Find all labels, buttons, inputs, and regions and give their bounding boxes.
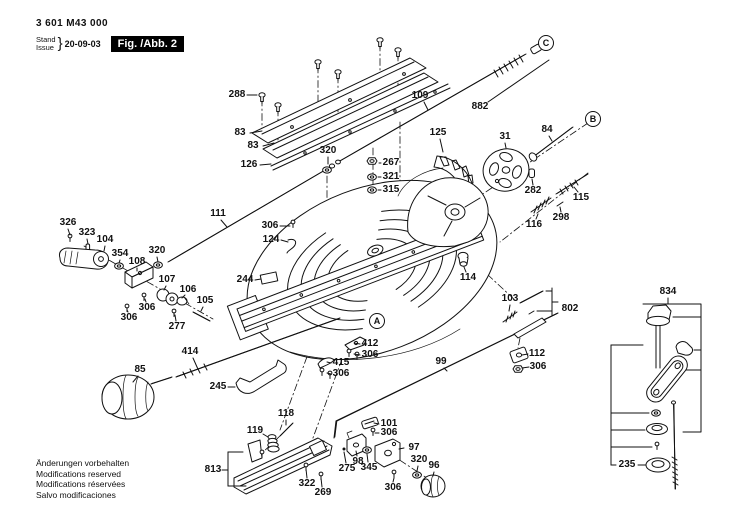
bracket-97 — [375, 439, 400, 467]
part-label-101: 101 — [380, 418, 398, 429]
nut-stack — [367, 158, 377, 193]
part-label-105: 105 — [196, 295, 214, 306]
part-label-125: 125 — [429, 127, 447, 138]
part-label-415: 415 — [332, 357, 350, 368]
part-label-97: 97 — [408, 442, 420, 453]
part-label-315: 315 — [382, 184, 400, 195]
stand-issue-label: Stand Issue — [36, 34, 56, 52]
part-label-115: 115 — [572, 192, 590, 203]
part-label-98: 98 — [352, 456, 364, 467]
part-label-83: 83 — [247, 140, 259, 151]
part-label-813: 813 — [204, 464, 222, 475]
issue-date: 20-09-03 — [64, 38, 101, 49]
part-label-288: 288 — [228, 89, 246, 100]
part-label-245: 245 — [209, 381, 227, 392]
part-label-306: 306 — [380, 427, 398, 438]
part-label-834: 834 — [659, 286, 677, 297]
part-label-320: 320 — [319, 145, 337, 156]
part-label-99: 99 — [435, 356, 447, 367]
part-label-306: 306 — [138, 302, 156, 313]
left-adjust-group — [59, 234, 210, 321]
part-label-306: 306 — [529, 361, 547, 372]
part-label-269: 269 — [314, 487, 332, 498]
notice-en: Modifications reserved — [36, 468, 122, 479]
part-label-306: 306 — [384, 482, 402, 493]
view-marker-A: A — [369, 313, 385, 329]
part-label-126: 126 — [240, 159, 258, 170]
part-label-85: 85 — [134, 364, 146, 375]
view-marker-B: B — [585, 111, 601, 127]
part-label-103: 103 — [501, 293, 519, 304]
notice-fr: Modifications réservées — [36, 479, 126, 489]
part-label-116: 116 — [525, 219, 543, 230]
part-label-109: 109 — [411, 90, 429, 101]
part-label-235: 235 — [618, 459, 636, 470]
threaded-pin-115 — [556, 174, 588, 194]
part-label-267: 267 — [382, 157, 400, 168]
knob-85 — [102, 375, 172, 419]
foot-bar — [643, 352, 691, 405]
part-label-31: 31 — [499, 131, 511, 142]
model-number: 3 601 M43 000 — [36, 18, 108, 29]
cylinder-802-group — [520, 288, 558, 315]
part-label-412: 412 — [361, 338, 379, 349]
deflector-245 — [236, 360, 286, 393]
part-label-298: 298 — [552, 212, 570, 223]
foot-washer — [646, 458, 670, 472]
part-label-354: 354 — [111, 248, 129, 259]
part-label-326: 326 — [59, 217, 77, 228]
part-label-108: 108 — [128, 256, 146, 267]
wing-nut — [676, 342, 693, 356]
blade-housing — [398, 168, 488, 247]
part-label-83: 83 — [234, 127, 246, 138]
view-marker-C: C — [538, 35, 554, 51]
part-label-306: 306 — [332, 368, 350, 379]
hook-415 — [318, 358, 334, 379]
pin-298 — [557, 202, 563, 206]
pin-282 — [529, 169, 535, 178]
part-label-277: 277 — [168, 321, 186, 332]
part-label-124: 124 — [262, 234, 280, 245]
part-label-306: 306 — [120, 312, 138, 323]
part-label-244: 244 — [236, 274, 254, 285]
wing-bolt — [647, 305, 672, 368]
part-label-118: 118 — [277, 408, 295, 419]
spring-103 — [503, 311, 517, 322]
part-label-321: 321 — [382, 171, 400, 182]
notice-es: Salvo modificaciones — [36, 489, 116, 500]
threaded-rod-leg — [672, 401, 679, 489]
part-label-275: 275 — [338, 463, 356, 474]
figure-badge: Fig. /Abb. 2 — [111, 36, 184, 52]
notice-de: Änderungen vorbehalten — [36, 458, 130, 468]
clamp-112 — [509, 347, 528, 373]
part-label-345: 345 — [360, 462, 378, 473]
part-label-111: 111 — [210, 208, 226, 219]
part-label-306: 306 — [261, 220, 279, 231]
part-label-306: 306 — [361, 349, 379, 360]
part-label-104: 104 — [96, 234, 114, 245]
part-label-114: 114 — [459, 272, 477, 283]
part-label-112: 112 — [528, 348, 546, 359]
part-label-320: 320 — [148, 245, 166, 256]
part-label-282: 282 — [524, 185, 542, 196]
part-label-882: 882 — [471, 101, 489, 112]
part-label-802: 802 — [561, 303, 579, 314]
fence-plates — [252, 38, 450, 170]
part-label-107: 107 — [158, 274, 176, 285]
spring-116 — [531, 197, 551, 213]
spring-119 — [268, 435, 279, 452]
brace-glyph: } — [57, 35, 63, 52]
part-label-320: 320 — [410, 454, 428, 465]
part-label-84: 84 — [541, 124, 553, 135]
part-label-119: 119 — [246, 425, 264, 436]
part-label-323: 323 — [78, 227, 96, 238]
part-label-106: 106 — [179, 284, 197, 295]
ball-275 — [343, 448, 346, 451]
knob-96 — [421, 475, 445, 497]
part-label-414: 414 — [181, 346, 199, 357]
part-label-322: 322 — [298, 478, 316, 489]
part-label-96: 96 — [428, 460, 440, 471]
